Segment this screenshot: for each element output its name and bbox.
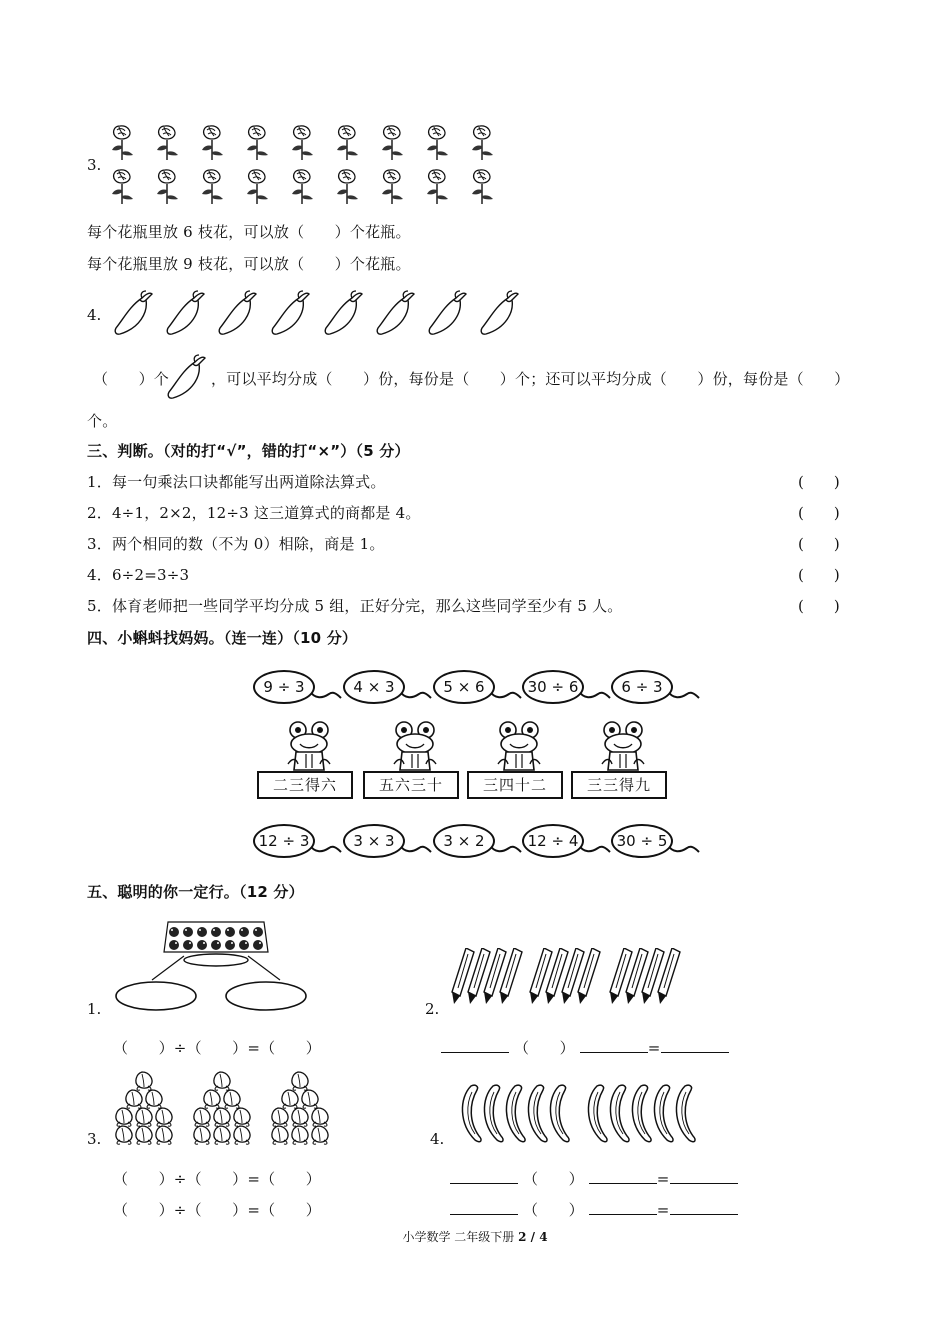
judge-answer-paren[interactable]: ( )	[798, 597, 840, 615]
banana-icon	[484, 1085, 503, 1141]
tadpole-expression: 3 × 3	[343, 824, 405, 858]
rose-icon	[427, 126, 448, 160]
operator-paren[interactable]: （ ）	[522, 1170, 584, 1188]
footer-text: 小学数学 二年级下册	[402, 1230, 515, 1244]
pepper-icon	[481, 291, 518, 334]
rose-icon	[112, 170, 133, 204]
rose-icon	[292, 170, 313, 204]
rose-icon	[202, 126, 223, 160]
tadpole[interactable]	[433, 824, 523, 864]
tadpole[interactable]	[611, 824, 701, 864]
p2-equation[interactable]	[441, 1037, 729, 1058]
frog-icon	[498, 722, 540, 770]
banana-icon	[528, 1085, 547, 1141]
rose-icon	[157, 126, 178, 160]
frog-label[interactable]: 五六三十	[363, 771, 459, 799]
tadpole-expression: 12 ÷ 4	[522, 824, 584, 858]
rose-icon	[247, 170, 268, 204]
judge-item: 2．4÷1，2×2，12÷3 这三道算式的商都是 4。	[87, 504, 421, 522]
tadpole-expression: 4 × 3	[343, 670, 405, 704]
rose-icon	[337, 170, 358, 204]
judge-answer-paren[interactable]: ( )	[798, 504, 840, 522]
answer-blank[interactable]	[661, 1038, 729, 1053]
peaches-figure	[110, 1070, 340, 1146]
p3-expression[interactable]: （ ）÷（ ）=（ ）	[113, 1201, 321, 1219]
rose-icon	[247, 126, 268, 160]
pencils-figure	[450, 948, 700, 1008]
section3-title: 三、判断。（对的打“√”，错的打“×”）（5 分）	[87, 442, 410, 460]
banana-icon	[588, 1085, 607, 1141]
pepper-icon	[377, 291, 414, 334]
rose-grid	[110, 122, 500, 206]
page-footer	[0, 1228, 950, 1245]
operator-paren[interactable]: （ ）	[522, 1201, 584, 1219]
judge-answer-paren[interactable]: ( )	[798, 473, 840, 491]
banana-icon	[632, 1085, 651, 1141]
answer-blank[interactable]	[450, 1169, 518, 1184]
judge-answer-paren[interactable]: ( )	[798, 535, 840, 553]
banana-icon	[610, 1085, 629, 1141]
banana-icon	[550, 1085, 569, 1141]
rose-icon	[427, 170, 448, 204]
rose-icon	[337, 126, 358, 160]
rose-icon	[472, 126, 493, 160]
banana-icon	[654, 1085, 673, 1141]
rose-icon	[112, 126, 133, 160]
p4-number: 4.	[430, 1130, 445, 1148]
answer-blank[interactable]	[441, 1038, 509, 1053]
section4-title: 四、小蝌蚪找妈妈。（连一连）（10 分）	[87, 629, 358, 647]
peach-icon	[116, 1072, 172, 1144]
equals-sign: =	[647, 1039, 661, 1057]
tadpole-expression: 30 ÷ 6	[522, 670, 584, 704]
plate-icon	[116, 982, 196, 1010]
judge-item: 3．两个相同的数（不为 0）相除，商是 1。	[87, 535, 385, 553]
tadpole[interactable]	[253, 670, 343, 710]
page-number: 2 / 4	[518, 1230, 548, 1244]
frog-icon	[602, 722, 644, 770]
strawberry-icon	[164, 922, 268, 952]
pepper-icon	[165, 354, 209, 402]
q3-line1: 每个花瓶里放 6 枝花，可以放（ ）个花瓶。	[87, 223, 411, 241]
plate-icon	[226, 982, 306, 1010]
q3-number: 3.	[87, 156, 102, 174]
q4-number: 4.	[87, 306, 102, 324]
operator-paren[interactable]: （ ）	[513, 1039, 575, 1057]
frog-icon	[288, 722, 330, 770]
p3-number: 3.	[87, 1130, 102, 1148]
tadpole[interactable]	[253, 824, 343, 864]
answer-blank[interactable]	[580, 1038, 648, 1053]
pepper-icon	[429, 291, 466, 334]
tadpole-expression: 12 ÷ 3	[253, 824, 315, 858]
tadpole-expression: 30 ÷ 5	[611, 824, 673, 858]
p4-equation[interactable]	[450, 1168, 738, 1189]
p1-number: 1.	[87, 1000, 102, 1018]
pepper-row	[112, 290, 522, 338]
judge-item: 5．体育老师把一些同学平均分成 5 组，正好分完，那么这些同学至少有 5 人。	[87, 597, 623, 615]
tadpole-expression: 3 × 2	[433, 824, 495, 858]
pepper-icon	[115, 291, 152, 334]
p4-equation[interactable]	[450, 1199, 738, 1220]
pepper-icon	[272, 291, 309, 334]
pepper-icon	[325, 291, 362, 334]
judge-item: 4．6÷2=3÷3	[87, 566, 190, 584]
frog-label[interactable]: 二三得六	[257, 771, 353, 799]
tadpole-expression: 5 × 6	[433, 670, 495, 704]
bananas-figure	[455, 1082, 705, 1146]
q4-text-c: 个。	[87, 412, 118, 430]
p3-expression[interactable]: （ ）÷（ ）=（ ）	[113, 1170, 321, 1188]
tadpole-expression: 9 ÷ 3	[253, 670, 315, 704]
peach-icon	[272, 1072, 328, 1144]
answer-blank[interactable]	[670, 1200, 738, 1215]
frog-row	[280, 720, 660, 772]
judge-item: 1．每一句乘法口诀都能写出两道除法算式。	[87, 473, 386, 491]
tadpole[interactable]	[522, 824, 612, 864]
tadpole[interactable]	[611, 670, 701, 710]
tadpole[interactable]	[343, 670, 433, 710]
q4-text-b: ，可以平均分成（ ）份，每份是（ ）个；还可以平均分成（ ）份，每份是（ ）	[211, 370, 850, 388]
frog-icon	[394, 722, 436, 770]
strawberry-plates-figure	[112, 918, 312, 1024]
answer-blank[interactable]	[450, 1200, 518, 1215]
frog-label[interactable]: 三四十二	[467, 771, 563, 799]
p1-expression[interactable]: （ ）÷（ ）=（ ）	[113, 1039, 321, 1057]
section5-title: 五、聪明的你一定行。（12 分）	[87, 883, 304, 901]
frog-label[interactable]: 三三得九	[571, 771, 667, 799]
rose-icon	[292, 126, 313, 160]
banana-icon	[676, 1085, 695, 1141]
banana-icon	[506, 1085, 525, 1141]
tadpole[interactable]	[433, 670, 523, 710]
answer-blank[interactable]	[589, 1200, 657, 1215]
peach-icon	[194, 1072, 250, 1144]
q4-text-a: （ ）个	[93, 370, 170, 388]
q3-line2: 每个花瓶里放 9 枝花，可以放（ ）个花瓶。	[87, 255, 411, 273]
rose-icon	[157, 170, 178, 204]
rose-icon	[382, 126, 403, 160]
pepper-icon	[167, 291, 204, 334]
rose-icon	[202, 170, 223, 204]
equals-sign: =	[656, 1201, 670, 1219]
answer-blank[interactable]	[670, 1169, 738, 1184]
equals-sign: =	[656, 1170, 670, 1188]
tadpole[interactable]	[343, 824, 433, 864]
tadpole[interactable]	[522, 670, 612, 710]
judge-answer-paren[interactable]: ( )	[798, 566, 840, 584]
p2-number: 2.	[425, 1000, 440, 1018]
rose-icon	[382, 170, 403, 204]
pepper-icon	[219, 291, 256, 334]
answer-blank[interactable]	[589, 1169, 657, 1184]
banana-icon	[462, 1085, 481, 1141]
rose-icon	[472, 170, 493, 204]
tadpole-expression: 6 ÷ 3	[611, 670, 673, 704]
